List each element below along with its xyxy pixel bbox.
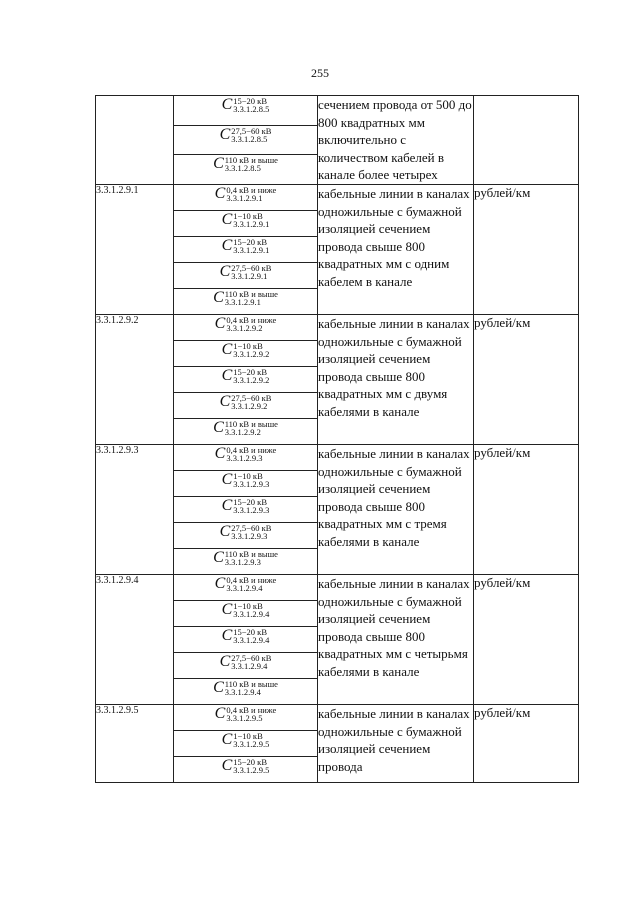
unit-of-measure <box>474 96 579 185</box>
rate-symbol-cell <box>174 210 318 236</box>
voltage-class: 15−20 кВ <box>233 366 267 377</box>
symbol-index: 3.3.1.2.9.3 <box>233 478 270 489</box>
rate-symbol-cell <box>174 340 318 366</box>
symbol-index: 3.3.1.2.8.5 <box>231 133 268 144</box>
unit-of-measure: рублей/км <box>474 184 579 314</box>
symbol-index: 3.3.1.2.9.1 <box>233 244 270 255</box>
item-code: 3.3.1.2.9.3 <box>96 444 174 574</box>
symbol-letter: C <box>221 96 233 113</box>
item-code: 3.3.1.2.9.5 <box>96 704 174 782</box>
rate-symbol-cell <box>174 730 318 756</box>
symbol-index: 3.3.1.2.9.3 <box>231 530 268 541</box>
voltage-class: 27,5−60 кВ <box>231 392 272 403</box>
rate-symbol <box>220 653 272 671</box>
symbol-index: 3.3.1.2.8.5 <box>233 104 270 114</box>
voltage-class: 1−10 кВ <box>233 600 263 611</box>
rate-symbol-cell <box>174 444 318 470</box>
symbol-letter: C <box>221 496 233 514</box>
symbol-letter: C <box>219 652 231 670</box>
symbol-letter: C <box>221 756 233 774</box>
rate-symbol <box>215 575 277 593</box>
symbol-letter: C <box>214 444 226 462</box>
rate-symbol <box>213 679 278 697</box>
symbol-letter: C <box>221 366 233 384</box>
symbol-letter: C <box>213 155 224 173</box>
voltage-class: 27,5−60 кВ <box>231 125 272 136</box>
item-code: 3.3.1.2.9.4 <box>96 574 174 704</box>
voltage-class: 0,4 кВ и ниже <box>226 184 277 195</box>
voltage-class: 1−10 кВ <box>233 470 263 481</box>
voltage-class: 1−10 кВ <box>233 730 263 741</box>
voltage-class: 1−10 кВ <box>233 340 263 351</box>
rate-symbol <box>213 549 278 567</box>
symbol-letter: C <box>213 548 224 566</box>
table-row <box>96 314 579 340</box>
rate-symbol <box>222 497 270 515</box>
rate-symbol <box>220 263 272 281</box>
table-row <box>96 574 579 600</box>
rate-symbol <box>220 393 272 411</box>
table-row <box>96 96 579 126</box>
symbol-index: 3.3.1.2.9.3 <box>233 504 270 515</box>
item-description: кабельные линии в каналах одножильные с бумажной изоляцией сечением провода свыше 800 квадратных мм с двумя кабелями в канале <box>318 314 474 444</box>
symbol-index: 3.3.1.2.9.3 <box>224 556 261 567</box>
table-row <box>96 184 579 210</box>
rate-symbol-cell <box>174 236 318 262</box>
voltage-class: 110 кВ и выше <box>224 548 278 559</box>
symbol-letter: C <box>213 418 224 436</box>
rate-symbol-cell <box>174 155 318 185</box>
rate-symbol-cell <box>174 548 318 574</box>
item-code: 3.3.1.2.9.2 <box>96 314 174 444</box>
rate-symbol-cell <box>174 418 318 444</box>
rate-symbol-cell <box>174 626 318 652</box>
symbol-letter: C <box>221 730 233 748</box>
voltage-class: 15−20 кВ <box>233 96 267 106</box>
symbol-index: 3.3.1.2.9.2 <box>226 322 263 333</box>
symbol-letter: C <box>219 125 231 143</box>
rate-symbol <box>222 627 270 645</box>
rate-symbol <box>222 367 270 385</box>
rate-symbol-cell <box>174 314 318 340</box>
rate-symbol <box>213 155 278 173</box>
symbol-index: 3.3.1.2.9.1 <box>224 296 261 307</box>
rate-symbol <box>222 601 270 619</box>
rate-symbol-cell <box>174 652 318 678</box>
voltage-class: 15−20 кВ <box>233 626 267 637</box>
rate-symbol <box>220 126 272 144</box>
unit-of-measure: рублей/км <box>474 574 579 704</box>
rate-symbol-cell <box>174 600 318 626</box>
symbol-index: 3.3.1.2.9.5 <box>233 738 270 749</box>
symbol-index: 3.3.1.2.9.1 <box>233 218 270 229</box>
voltage-class: 110 кВ и выше <box>224 155 278 166</box>
voltage-class: 1−10 кВ <box>233 210 263 221</box>
rate-symbol <box>215 315 277 333</box>
item-description: кабельные линии в каналах одножильные с бумажной изоляцией сечением провода свыше 800 квадратных мм с одним кабелем в канале <box>318 184 474 314</box>
symbol-letter: C <box>221 470 233 488</box>
item-code <box>96 96 174 185</box>
rate-symbol <box>215 705 277 723</box>
rate-symbol-cell <box>174 262 318 288</box>
rate-symbol-cell <box>174 366 318 392</box>
rate-symbol-cell <box>174 704 318 730</box>
voltage-class: 0,4 кВ и ниже <box>226 704 277 715</box>
symbol-index: 3.3.1.2.9.3 <box>226 452 263 463</box>
voltage-class: 0,4 кВ и ниже <box>226 574 277 585</box>
symbol-letter: C <box>219 392 231 410</box>
unit-of-measure: рублей/км <box>474 314 579 444</box>
rate-symbol-cell <box>174 184 318 210</box>
rate-symbol <box>215 445 277 463</box>
symbol-index: 3.3.1.2.9.2 <box>224 426 261 437</box>
rate-symbol <box>213 289 278 307</box>
item-code: 3.3.1.2.9.1 <box>96 184 174 314</box>
rate-symbol-cell <box>174 756 318 782</box>
rate-symbol-cell <box>174 470 318 496</box>
symbol-letter: C <box>214 314 226 332</box>
symbol-index: 3.3.1.2.8.5 <box>224 163 261 174</box>
symbol-index: 3.3.1.2.9.2 <box>231 400 268 411</box>
rate-symbol-cell <box>174 678 318 704</box>
item-description: кабельные линии в каналах одножильные с бумажной изоляцией сечением провода свыше 800 квадратных мм с тремя кабелями в канале <box>318 444 474 574</box>
symbol-letter: C <box>221 210 233 228</box>
voltage-class: 0,4 кВ и ниже <box>226 314 277 325</box>
symbol-index: 3.3.1.2.9.5 <box>233 764 270 775</box>
rate-symbol-cell <box>174 574 318 600</box>
symbol-letter: C <box>214 184 226 202</box>
symbol-letter: C <box>221 340 233 358</box>
voltage-class: 15−20 кВ <box>233 496 267 507</box>
unit-of-measure: рублей/км <box>474 444 579 574</box>
voltage-class: 15−20 кВ <box>233 756 267 767</box>
item-description: кабельные линии в каналах одножильные с бумажной изоляцией сечением провода свыше 800 квадратных мм с четырьмя кабелями в канале <box>318 574 474 704</box>
rate-symbol <box>215 185 277 203</box>
rate-symbol <box>222 731 270 749</box>
table-row <box>96 444 579 470</box>
voltage-class: 110 кВ и выше <box>224 418 278 429</box>
rate-symbol <box>222 237 270 255</box>
symbol-letter: C <box>219 262 231 280</box>
voltage-class: 27,5−60 кВ <box>231 652 272 663</box>
voltage-class: 0,4 кВ и ниже <box>226 444 277 455</box>
rate-symbol-cell <box>174 288 318 314</box>
symbol-letter: C <box>213 288 224 306</box>
voltage-class: 110 кВ и выше <box>224 288 278 299</box>
rate-symbol-cell <box>174 125 318 155</box>
unit-of-measure: рублей/км <box>474 704 579 782</box>
symbol-index: 3.3.1.2.9.2 <box>233 374 270 385</box>
item-description: кабельные линии в каналах одножильные с бумажной изоляцией сечением провода <box>318 704 474 782</box>
rate-symbol-cell <box>174 96 318 126</box>
rate-symbol <box>220 523 272 541</box>
table-row <box>96 704 579 730</box>
symbol-letter: C <box>221 236 233 254</box>
rate-symbol <box>222 757 270 775</box>
page-number: 255 <box>311 66 329 80</box>
symbol-index: 3.3.1.2.9.4 <box>224 686 261 697</box>
symbol-index: 3.3.1.2.9.4 <box>226 582 263 593</box>
voltage-class: 110 кВ и выше <box>224 678 278 689</box>
rate-symbol <box>222 341 270 359</box>
symbol-index: 3.3.1.2.9.1 <box>226 192 263 203</box>
symbol-index: 3.3.1.2.9.4 <box>233 608 270 619</box>
rate-symbol <box>222 96 270 114</box>
symbol-index: 3.3.1.2.9.2 <box>233 348 270 359</box>
rate-symbol-cell <box>174 392 318 418</box>
rate-symbol <box>222 211 270 229</box>
symbol-index: 3.3.1.2.9.5 <box>226 712 263 723</box>
symbol-index: 3.3.1.2.9.1 <box>231 270 268 281</box>
voltage-class: 15−20 кВ <box>233 236 267 247</box>
symbol-letter: C <box>213 678 224 696</box>
symbol-letter: C <box>214 704 226 722</box>
voltage-class: 27,5−60 кВ <box>231 262 272 273</box>
rate-symbol <box>213 419 278 437</box>
rate-symbol-cell <box>174 496 318 522</box>
symbol-letter: C <box>214 574 226 592</box>
symbol-letter: C <box>221 600 233 618</box>
voltage-class: 27,5−60 кВ <box>231 522 272 533</box>
symbol-letter: C <box>219 522 231 540</box>
symbol-index: 3.3.1.2.9.4 <box>233 634 270 645</box>
tariff-table <box>95 95 579 783</box>
rate-symbol-cell <box>174 522 318 548</box>
rate-symbol <box>222 471 270 489</box>
item-description: сечением провода от 500 до 800 квадратных мм включительно с количеством кабелей в канале более четырех <box>318 96 474 185</box>
symbol-letter: C <box>221 626 233 644</box>
symbol-index: 3.3.1.2.9.4 <box>231 660 268 671</box>
